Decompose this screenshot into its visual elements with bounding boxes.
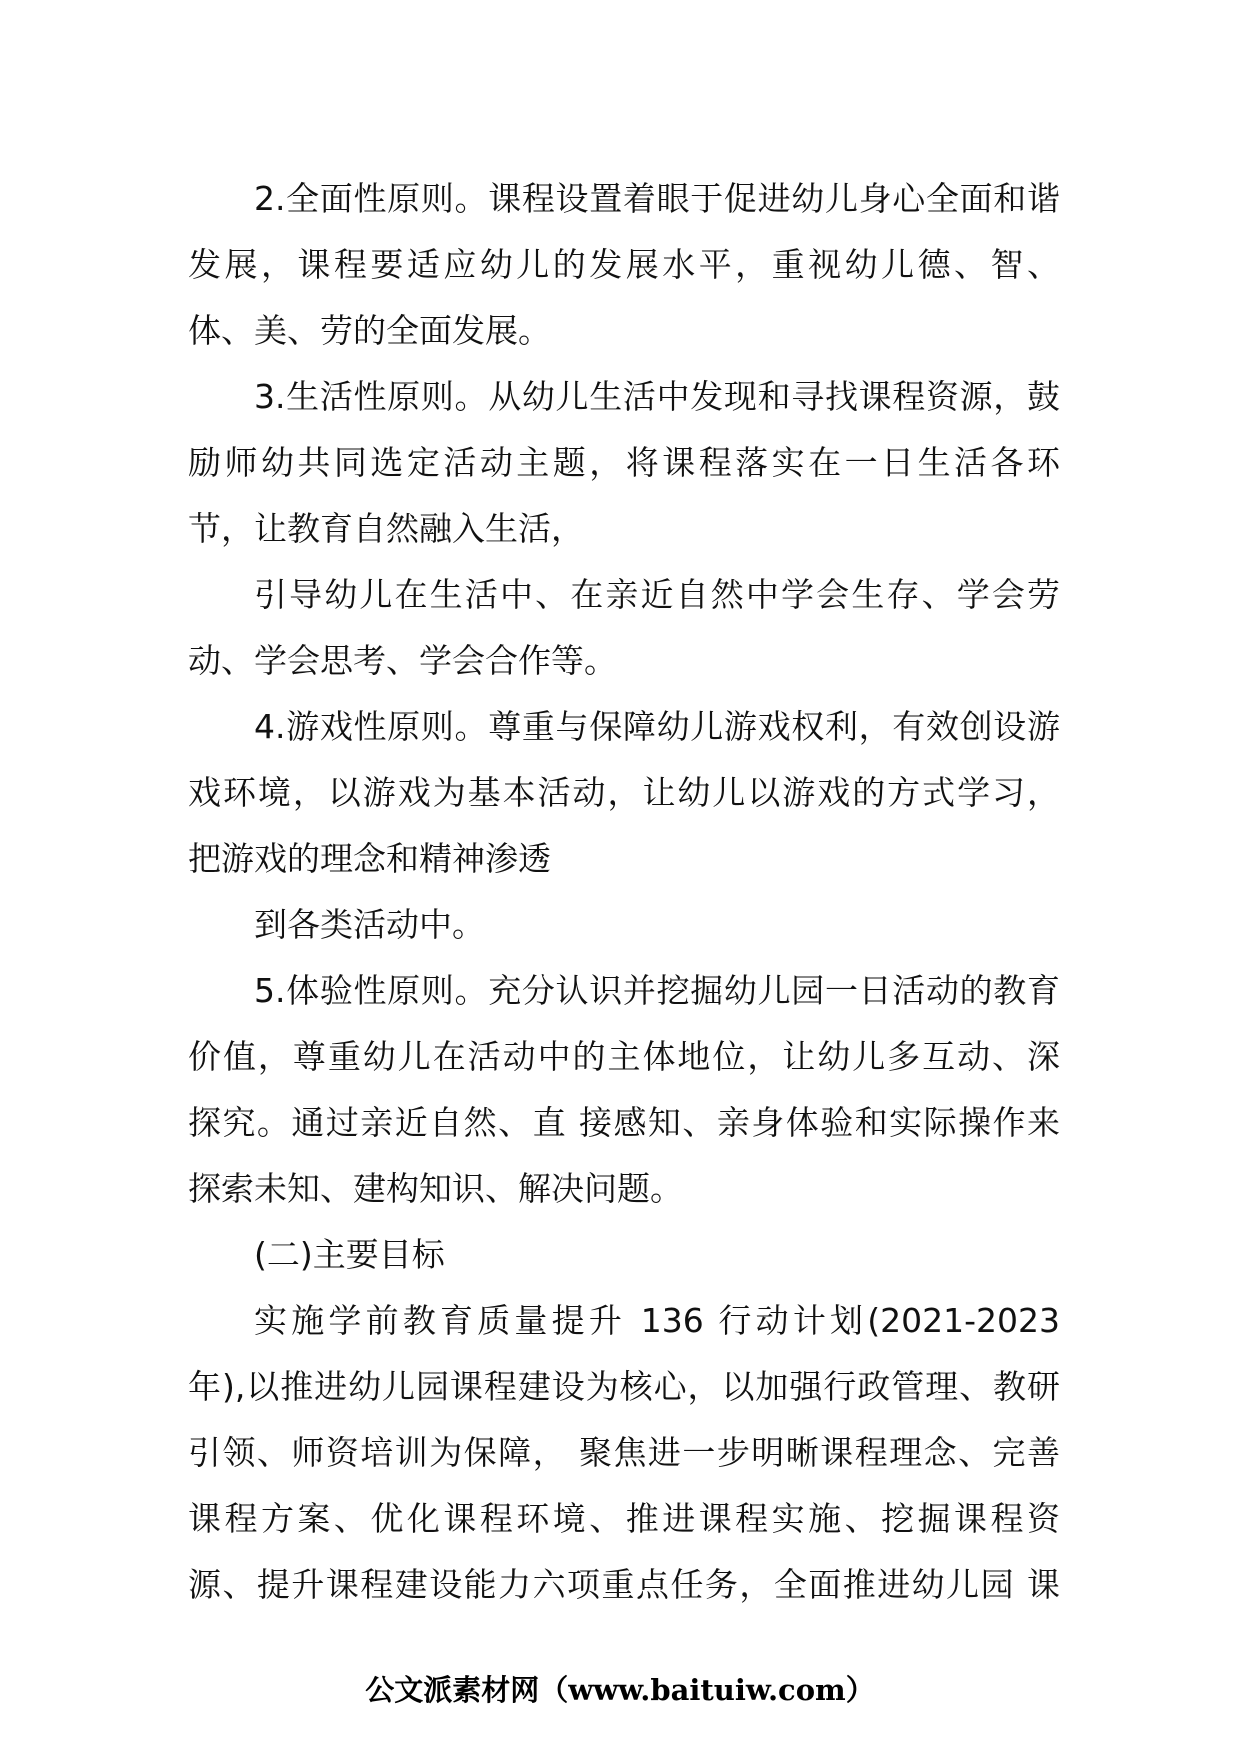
text-line: 节，让教育自然融入生活， — [188, 509, 584, 548]
document-body — [188, 166, 1060, 1618]
text-line: 励师幼共同选定活动主题，将课程落实在一日生活各环 — [188, 443, 1060, 482]
text-line: 2.全面性原则。课程设置着眼于促进幼儿身心全面和谐 — [254, 179, 1060, 218]
text-line: 价值，尊重幼儿在活动中的主体地位，让幼儿多互动、深 — [188, 1037, 1060, 1076]
text-line: 引领、师资培训为保障， 聚焦进一步明晰课程理念、完善 — [188, 1433, 1060, 1472]
text-line: 发展，课程要适应幼儿的发展水平，重视幼儿德、智、 — [188, 245, 1060, 284]
text-line: 年),以推进幼儿园课程建设为核心，以加强行政管理、教研 — [188, 1367, 1060, 1406]
text-line: 源、提升课程建设能力六项重点任务，全面推进幼儿园 课 — [188, 1565, 1060, 1604]
text-line: 探索未知、建构知识、解决问题。 — [188, 1169, 683, 1208]
text-line: 实施学前教育质量提升 136 行动计划(2021-2023 — [254, 1301, 1060, 1340]
text-line: 5.体验性原则。充分认识并挖掘幼儿园一日活动的教育 — [254, 971, 1060, 1010]
text-line: 体、美、劳的全面发展。 — [188, 311, 551, 350]
text-line: 3.生活性原则。从幼儿生活中发现和寻找课程资源，鼓 — [254, 377, 1060, 416]
text-line: (二)主要目标 — [254, 1235, 445, 1274]
text-line: 戏环境，以游戏为基本活动，让幼儿以游戏的方式学习， — [188, 773, 1060, 812]
text-line: 课程方案、优化课程环境、推进课程实施、挖掘课程资 — [188, 1499, 1060, 1538]
text-line: 探究。通过亲近自然、直 接感知、亲身体验和实际操作来 — [188, 1103, 1060, 1142]
footer-watermark: 公文派素材网（www.baituiw.com） — [365, 1673, 875, 1707]
text-line: 动、学会思考、学会合作等。 — [188, 641, 617, 680]
text-line: 把游戏的理念和精神渗透 — [188, 839, 551, 878]
text-line: 4.游戏性原则。尊重与保障幼儿游戏权利，有效创设游 — [254, 707, 1060, 746]
text-line: 引导幼儿在生活中、在亲近自然中学会生存、学会劳 — [254, 575, 1060, 614]
text-line: 到各类活动中。 — [254, 905, 485, 944]
